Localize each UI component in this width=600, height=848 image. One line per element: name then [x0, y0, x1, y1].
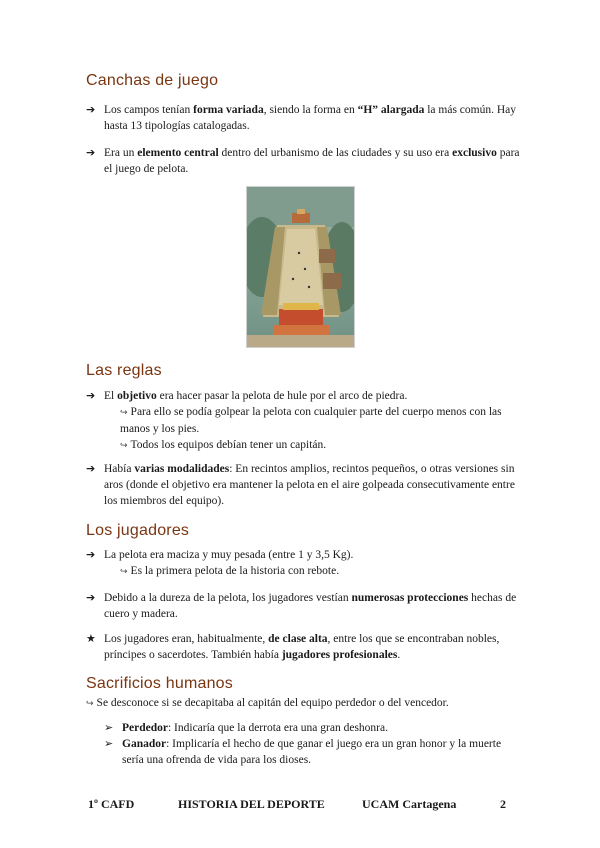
heading-sacrificios: Sacrificios humanos — [86, 675, 233, 692]
arrow-right-icon: ➔ — [86, 548, 96, 561]
list-item-perdedor: ➢ Perdedor: Indicaría que la derrota era una gran deshonra. — [104, 721, 388, 734]
bullet-jugadores-2: ➔ Debido a la dureza de la pelota, los jugadores vestían numerosas protecciones hechas de cuero y madera. — [86, 591, 517, 620]
bullet-reglas-1: ➔ El objetivo era hacer pasar la pelota de hule por el arco de piedra. ↪ Para ello se podía golpear la pelota con cualquier parte del cuerpo menos con las manos y los pies. ↪ Todos los equipos debían tener un capitán. — [86, 388, 526, 454]
heading-jugadores: Los jugadores — [86, 522, 190, 539]
hook-arrow-icon: ↪ — [120, 441, 128, 451]
ball-court-illustration — [246, 186, 355, 348]
bullet-reglas-2: ➔ Había varias modalidades: En recintos amplios, recintos pequeños, o otras versiones sin aros (donde el objetivo era mantener la pelota en el aire golpeada consecutivamente entre los miembros del equipo). — [86, 462, 515, 507]
arrow-right-icon: ➔ — [86, 103, 96, 116]
arrow-right-icon: ➔ — [86, 591, 96, 604]
footer-institution: UCAM Cartagena — [362, 797, 457, 811]
arrow-right-icon: ➔ — [86, 462, 96, 475]
star-icon: ★ — [86, 632, 96, 645]
bullet-canchas-1: ➔ Los campos tenían forma variada, siendo la forma en “H” alargada la más común. Hay hasta 13 tipologías catalogadas. — [86, 103, 517, 132]
heading-reglas: Las reglas — [86, 362, 162, 379]
arrowhead-icon: ➢ — [104, 721, 114, 734]
sub-bullet: ↪ Para ello se podía golpear la pelota con cualquier parte del cuerpo menos con las manos y los pies. — [120, 406, 502, 435]
footer-subject: HISTORIA DEL DEPORTE — [178, 797, 325, 811]
bullet-jugadores-1: ➔ La pelota era maciza y muy pesada (entre 1 y 3,5 Kg). ↪ Es la primera pelota de la historia con rebote. — [86, 547, 526, 580]
arrow-right-icon: ➔ — [86, 146, 96, 159]
bullet-canchas-2: ➔ Era un elemento central dentro del urbanismo de las ciudades y su uso era exclusivo para el juego de pelota. — [86, 146, 520, 175]
hook-arrow-icon: ↪ — [86, 699, 94, 709]
sub-bullet: ↪ Es la primera pelota de la historia con rebote. — [120, 565, 340, 577]
hook-arrow-icon: ↪ — [120, 567, 128, 577]
list-item-ganador: ➢ Ganador: Implicaría el hecho de que ganar el juego era un gran honor y la muerte sería una ofrenda de vida para los dioses. — [104, 737, 502, 766]
heading-canchas: Canchas de juego — [86, 72, 219, 89]
footer-course: 1º CAFD — [88, 797, 135, 811]
sub-bullet: ↪ Todos los equipos debían tener un capitán. — [120, 439, 327, 451]
sacrificios-intro: ↪ Se desconoce si se decapitaba al capitán del equipo perdedor o del vencedor. — [86, 697, 449, 709]
hook-arrow-icon: ↪ — [120, 408, 128, 418]
arrowhead-icon: ➢ — [104, 737, 114, 750]
footer-page-number: 2 — [500, 797, 506, 811]
bullet-jugadores-3: ★ Los jugadores eran, habitualmente, de clase alta, entre los que se encontraban nobles, príncipes o sacerdotes. También había jugadores profesionales. — [86, 632, 500, 661]
sacrificios-list — [104, 720, 524, 768]
arrow-right-icon: ➔ — [86, 389, 96, 402]
